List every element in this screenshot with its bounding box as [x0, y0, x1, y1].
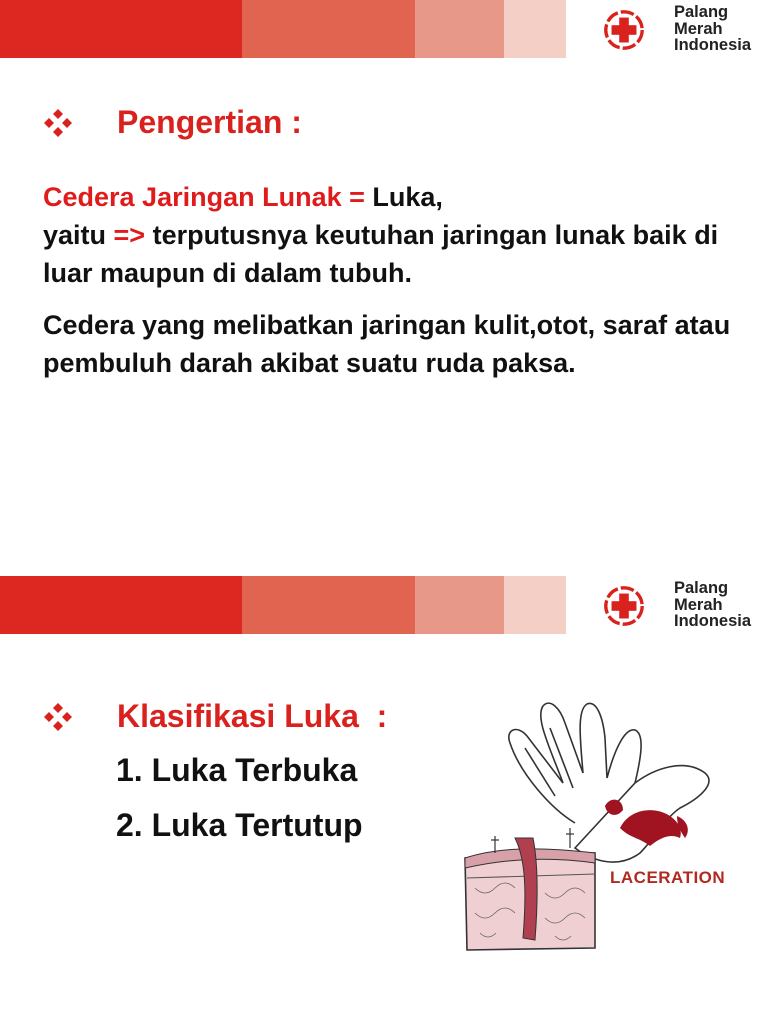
banner-segment	[504, 0, 566, 58]
definition-meaning: Luka,	[364, 182, 443, 212]
header-banner	[0, 0, 566, 58]
logo-line: Merah	[674, 19, 723, 38]
section-heading	[43, 104, 302, 141]
slide-klasifikasi	[0, 576, 768, 1024]
logo-line: Merah	[674, 595, 723, 614]
definition-rest: terputusnya keutuhan jaringan lunak baik di luar maupun di dalam tubuh.	[43, 220, 719, 288]
logo-wordmark	[674, 4, 751, 54]
pmi-logo	[598, 3, 766, 57]
banner-segment	[415, 576, 504, 634]
hand-outline	[509, 703, 709, 862]
logo-line: Palang	[674, 579, 729, 597]
logo-line: Palang	[674, 3, 729, 21]
logo-line: Indonesia	[674, 612, 752, 630]
banner-segment	[504, 576, 566, 634]
description-paragraph: Cedera yang melibatkan jaringan kulit,otot, saraf atau pembuluh darah akibat suatu ruda paksa.	[43, 310, 731, 378]
laceration-illustration	[455, 688, 725, 968]
red-cross-logo-icon	[601, 7, 647, 53]
logo-wordmark	[674, 580, 751, 630]
heading-text: Klasifikasi Luka :	[117, 698, 388, 734]
definition-yaitu: yaitu	[43, 220, 114, 250]
red-cross-logo-icon	[601, 583, 647, 629]
list-item: 2. Luka Tertutup	[116, 807, 363, 843]
header-banner	[0, 576, 566, 634]
diamond-bullet-icon	[43, 108, 73, 138]
banner-segment	[0, 576, 242, 634]
banner-segment	[242, 576, 415, 634]
definition-paragraph	[43, 178, 743, 292]
section-heading	[43, 698, 387, 735]
banner-segment	[242, 0, 415, 58]
diamond-bullet-icon	[43, 702, 73, 732]
banner-segment	[415, 0, 504, 58]
laceration-label: LACERATION	[610, 868, 725, 887]
banner-segment	[0, 0, 242, 58]
logo-line: Indonesia	[674, 36, 752, 54]
pmi-logo	[598, 579, 766, 633]
heading-text: Pengertian :	[117, 104, 302, 140]
definition-term: Cedera Jaringan Lunak =	[43, 182, 365, 212]
wound-blood	[605, 800, 688, 846]
definition-arrow: =>	[113, 220, 146, 250]
list-item: 1. Luka Terbuka	[116, 752, 358, 788]
